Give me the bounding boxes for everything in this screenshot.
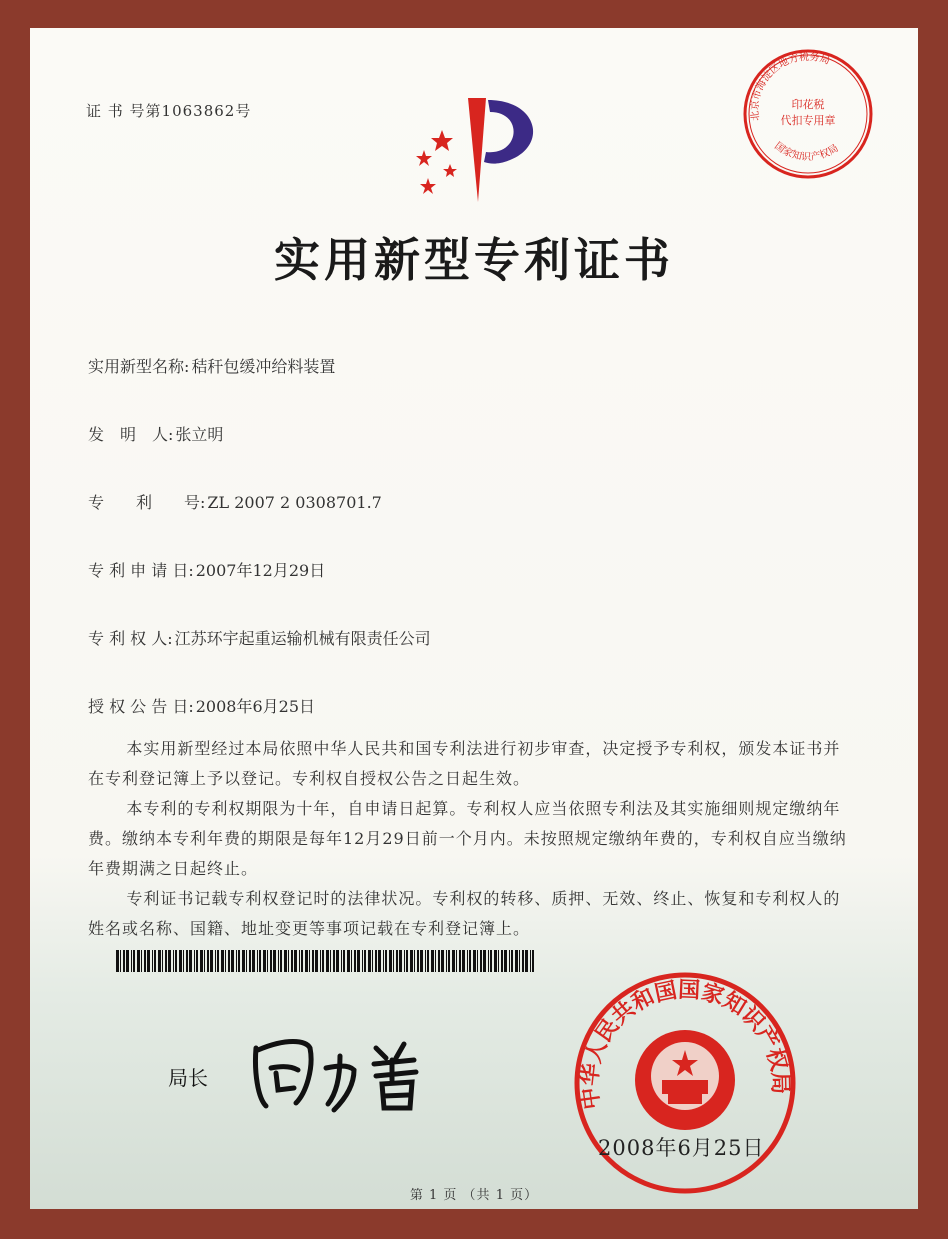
- barcode-bar: [152, 950, 153, 972]
- issue-date: 2008年6月25日: [598, 1136, 765, 1160]
- barcode-bar: [123, 950, 125, 972]
- barcode-bar: [446, 950, 447, 972]
- barcode-bar: [291, 950, 293, 972]
- barcode-bar: [238, 950, 240, 972]
- field-filing-date: [88, 558, 325, 581]
- barcode: [116, 950, 538, 972]
- barcode-bar: [200, 950, 203, 972]
- barcode-bar: [525, 950, 528, 972]
- barcode-bar: [383, 950, 384, 972]
- certificate-paper: [30, 28, 918, 1209]
- barcode-bar: [467, 950, 468, 972]
- barcode-bar: [284, 950, 287, 972]
- barcode-bar: [179, 950, 182, 972]
- barcode-bar: [364, 950, 366, 972]
- barcode-bar: [326, 950, 329, 972]
- certificate-title: 实用新型专利证书: [274, 233, 674, 287]
- barcode-bar: [441, 950, 444, 972]
- barcode-bar: [221, 950, 224, 972]
- field-label: 授 权 公 告 日:: [88, 697, 194, 716]
- barcode-bar: [351, 950, 352, 972]
- barcode-bar: [519, 950, 520, 972]
- barcode-bar: [320, 950, 321, 972]
- svg-text:北京市海淀区地方税务局: 北京市海淀区地方税务局: [749, 51, 832, 122]
- patent-office-emblem-icon: [398, 90, 558, 210]
- barcode-bar: [530, 950, 531, 972]
- barcode-bar: [315, 950, 318, 972]
- barcode-bar: [210, 950, 213, 972]
- barcode-bar: [469, 950, 471, 972]
- barcode-bar: [194, 950, 195, 972]
- barcode-bar: [459, 950, 461, 972]
- barcode-bar: [347, 950, 350, 972]
- barcode-bar: [462, 950, 465, 972]
- paragraph: 本专利的专利权期限为十年，自申请日起算。专利权人应当依照专利法及其实施细则规定缴纳年费。缴纳本专利年费的期限是每年12月29日前一个月内。未按照规定缴纳年费的，专利权自应当缴纳年费期满之日起终止。: [88, 799, 847, 878]
- barcode-bar: [204, 950, 205, 972]
- page-number: 第 1 页 （共 1 页）: [409, 1188, 539, 1203]
- paragraph: 专利证书记载专利权登记时的法律状况。专利权的转移、质押、无效、终止、恢复和专利权人的姓名或名称、国籍、地址变更等事项记载在专利登记簿上。: [88, 889, 841, 938]
- barcode-bar: [133, 950, 135, 972]
- official-seal-stamp: [570, 968, 800, 1198]
- barcode-bar: [354, 950, 356, 972]
- barcode-bar: [189, 950, 192, 972]
- barcode-bar: [438, 950, 440, 972]
- barcode-bar: [217, 950, 219, 972]
- barcode-bar: [341, 950, 342, 972]
- barcode-bar: [186, 950, 188, 972]
- field-label: 专 利 申 请 日:: [88, 561, 194, 580]
- barcode-bar: [126, 950, 129, 972]
- barcode-bar: [249, 950, 251, 972]
- director-signature: [236, 1018, 446, 1118]
- tax-seal-stamp: [738, 44, 878, 184]
- barcode-bar: [372, 950, 373, 972]
- barcode-bar: [278, 950, 279, 972]
- barcode-bar: [154, 950, 156, 972]
- barcode-bar: [473, 950, 476, 972]
- barcode-bar: [299, 950, 300, 972]
- barcode-bar: [511, 950, 513, 972]
- barcode-bar: [336, 950, 339, 972]
- field-label: 发 明 人:: [88, 425, 174, 444]
- field-value: 秸秆包缓冲给料装置: [191, 357, 336, 376]
- barcode-bar: [158, 950, 161, 972]
- barcode-bar: [131, 950, 132, 972]
- barcode-bar: [420, 950, 423, 972]
- barcode-bar: [162, 950, 163, 972]
- barcode-bar: [215, 950, 216, 972]
- barcode-bar: [399, 950, 402, 972]
- barcode-bar: [294, 950, 297, 972]
- barcode-bar: [309, 950, 310, 972]
- barcode-bar: [312, 950, 314, 972]
- barcode-bar: [242, 950, 245, 972]
- barcode-bar: [137, 950, 140, 972]
- director-label: 局长: [168, 1066, 208, 1090]
- field-label: 专 利 权 人:: [88, 629, 173, 648]
- field-value: 张立明: [175, 425, 224, 444]
- svg-text:代扣专用章: 代扣专用章: [780, 114, 836, 127]
- barcode-bar: [322, 950, 324, 972]
- barcode-bar: [236, 950, 237, 972]
- barcode-bar: [270, 950, 272, 972]
- field-inventor: [88, 422, 223, 445]
- barcode-bar: [404, 950, 405, 972]
- barcode-bar: [406, 950, 408, 972]
- barcode-bar: [431, 950, 434, 972]
- field-grant-date: [88, 694, 315, 717]
- barcode-bar: [532, 950, 534, 972]
- barcode-bar: [368, 950, 371, 972]
- barcode-bar: [494, 950, 497, 972]
- barcode-bar: [165, 950, 167, 972]
- barcode-bar: [504, 950, 507, 972]
- field-utility-model-name: [88, 354, 335, 377]
- barcode-bar: [393, 950, 394, 972]
- barcode-bar: [452, 950, 455, 972]
- barcode-bar: [509, 950, 510, 972]
- field-label: 专 利 号:: [88, 493, 206, 512]
- barcode-bar: [501, 950, 503, 972]
- barcode-bar: [144, 950, 146, 972]
- field-patentee: [88, 626, 431, 649]
- barcode-bar: [427, 950, 429, 972]
- barcode-bar: [515, 950, 518, 972]
- barcode-bar: [173, 950, 174, 972]
- barcode-bar: [183, 950, 184, 972]
- barcode-bar: [273, 950, 276, 972]
- barcode-bar: [410, 950, 413, 972]
- field-value: 2008年6月25日: [195, 697, 316, 716]
- barcode-bar: [385, 950, 387, 972]
- field-value: 2007年12月29日: [195, 561, 326, 580]
- svg-text:印花税: 印花税: [791, 98, 825, 111]
- barcode-bar: [477, 950, 478, 972]
- barcode-bar: [378, 950, 381, 972]
- barcode-bar: [483, 950, 486, 972]
- barcode-bar: [141, 950, 142, 972]
- barcode-bar: [375, 950, 377, 972]
- svg-text:中华人民共和国国家知识产权局: 中华人民共和国国家知识产权局: [577, 977, 793, 1111]
- barcode-bar: [414, 950, 415, 972]
- barcode-bar: [257, 950, 258, 972]
- barcode-bar: [259, 950, 261, 972]
- barcode-bar: [330, 950, 331, 972]
- barcode-bar: [343, 950, 345, 972]
- barcode-bar: [435, 950, 436, 972]
- barcode-bar: [522, 950, 524, 972]
- barcode-bar: [425, 950, 426, 972]
- barcode-bar: [196, 950, 198, 972]
- barcode-bar: [225, 950, 226, 972]
- barcode-bar: [147, 950, 150, 972]
- barcode-bar: [456, 950, 457, 972]
- barcode-bar: [362, 950, 363, 972]
- barcode-bar: [288, 950, 289, 972]
- barcode-bar: [280, 950, 282, 972]
- barcode-bar: [305, 950, 308, 972]
- barcode-bar: [228, 950, 230, 972]
- barcode-bar: [301, 950, 303, 972]
- barcode-bar: [333, 950, 335, 972]
- barcode-bar: [396, 950, 398, 972]
- paragraph: 本实用新型经过本局依照中华人民共和国专利法进行初步审查，决定授予专利权，颁发本证书并在专利登记簿上予以登记。专利权自授权公告之日起生效。: [88, 739, 841, 788]
- barcode-bar: [207, 950, 209, 972]
- field-patent-number: [88, 490, 382, 513]
- barcode-bar: [480, 950, 482, 972]
- field-value: 江苏环宇起重运输机械有限责任公司: [174, 629, 431, 648]
- svg-text:国家知识产权局: 国家知识产权局: [772, 140, 841, 164]
- barcode-bar: [490, 950, 492, 972]
- barcode-bar: [120, 950, 121, 972]
- barcode-bar: [488, 950, 489, 972]
- barcode-bar: [252, 950, 255, 972]
- barcode-bar: [116, 950, 119, 972]
- barcode-bar: [357, 950, 360, 972]
- barcode-bar: [389, 950, 392, 972]
- barcode-bar: [448, 950, 450, 972]
- barcode-bar: [267, 950, 268, 972]
- barcode-bar: [175, 950, 177, 972]
- barcode-bar: [498, 950, 499, 972]
- barcode-bar: [231, 950, 234, 972]
- barcode-bar: [263, 950, 266, 972]
- certificate-number: 证 书 号第1063862号: [86, 102, 252, 120]
- barcode-bar: [417, 950, 419, 972]
- field-label: 实用新型名称:: [88, 357, 190, 376]
- field-value: ZL 2007 2 0308701.7: [207, 493, 382, 512]
- barcode-bar: [246, 950, 247, 972]
- certificate-body: [88, 734, 848, 944]
- barcode-bar: [168, 950, 171, 972]
